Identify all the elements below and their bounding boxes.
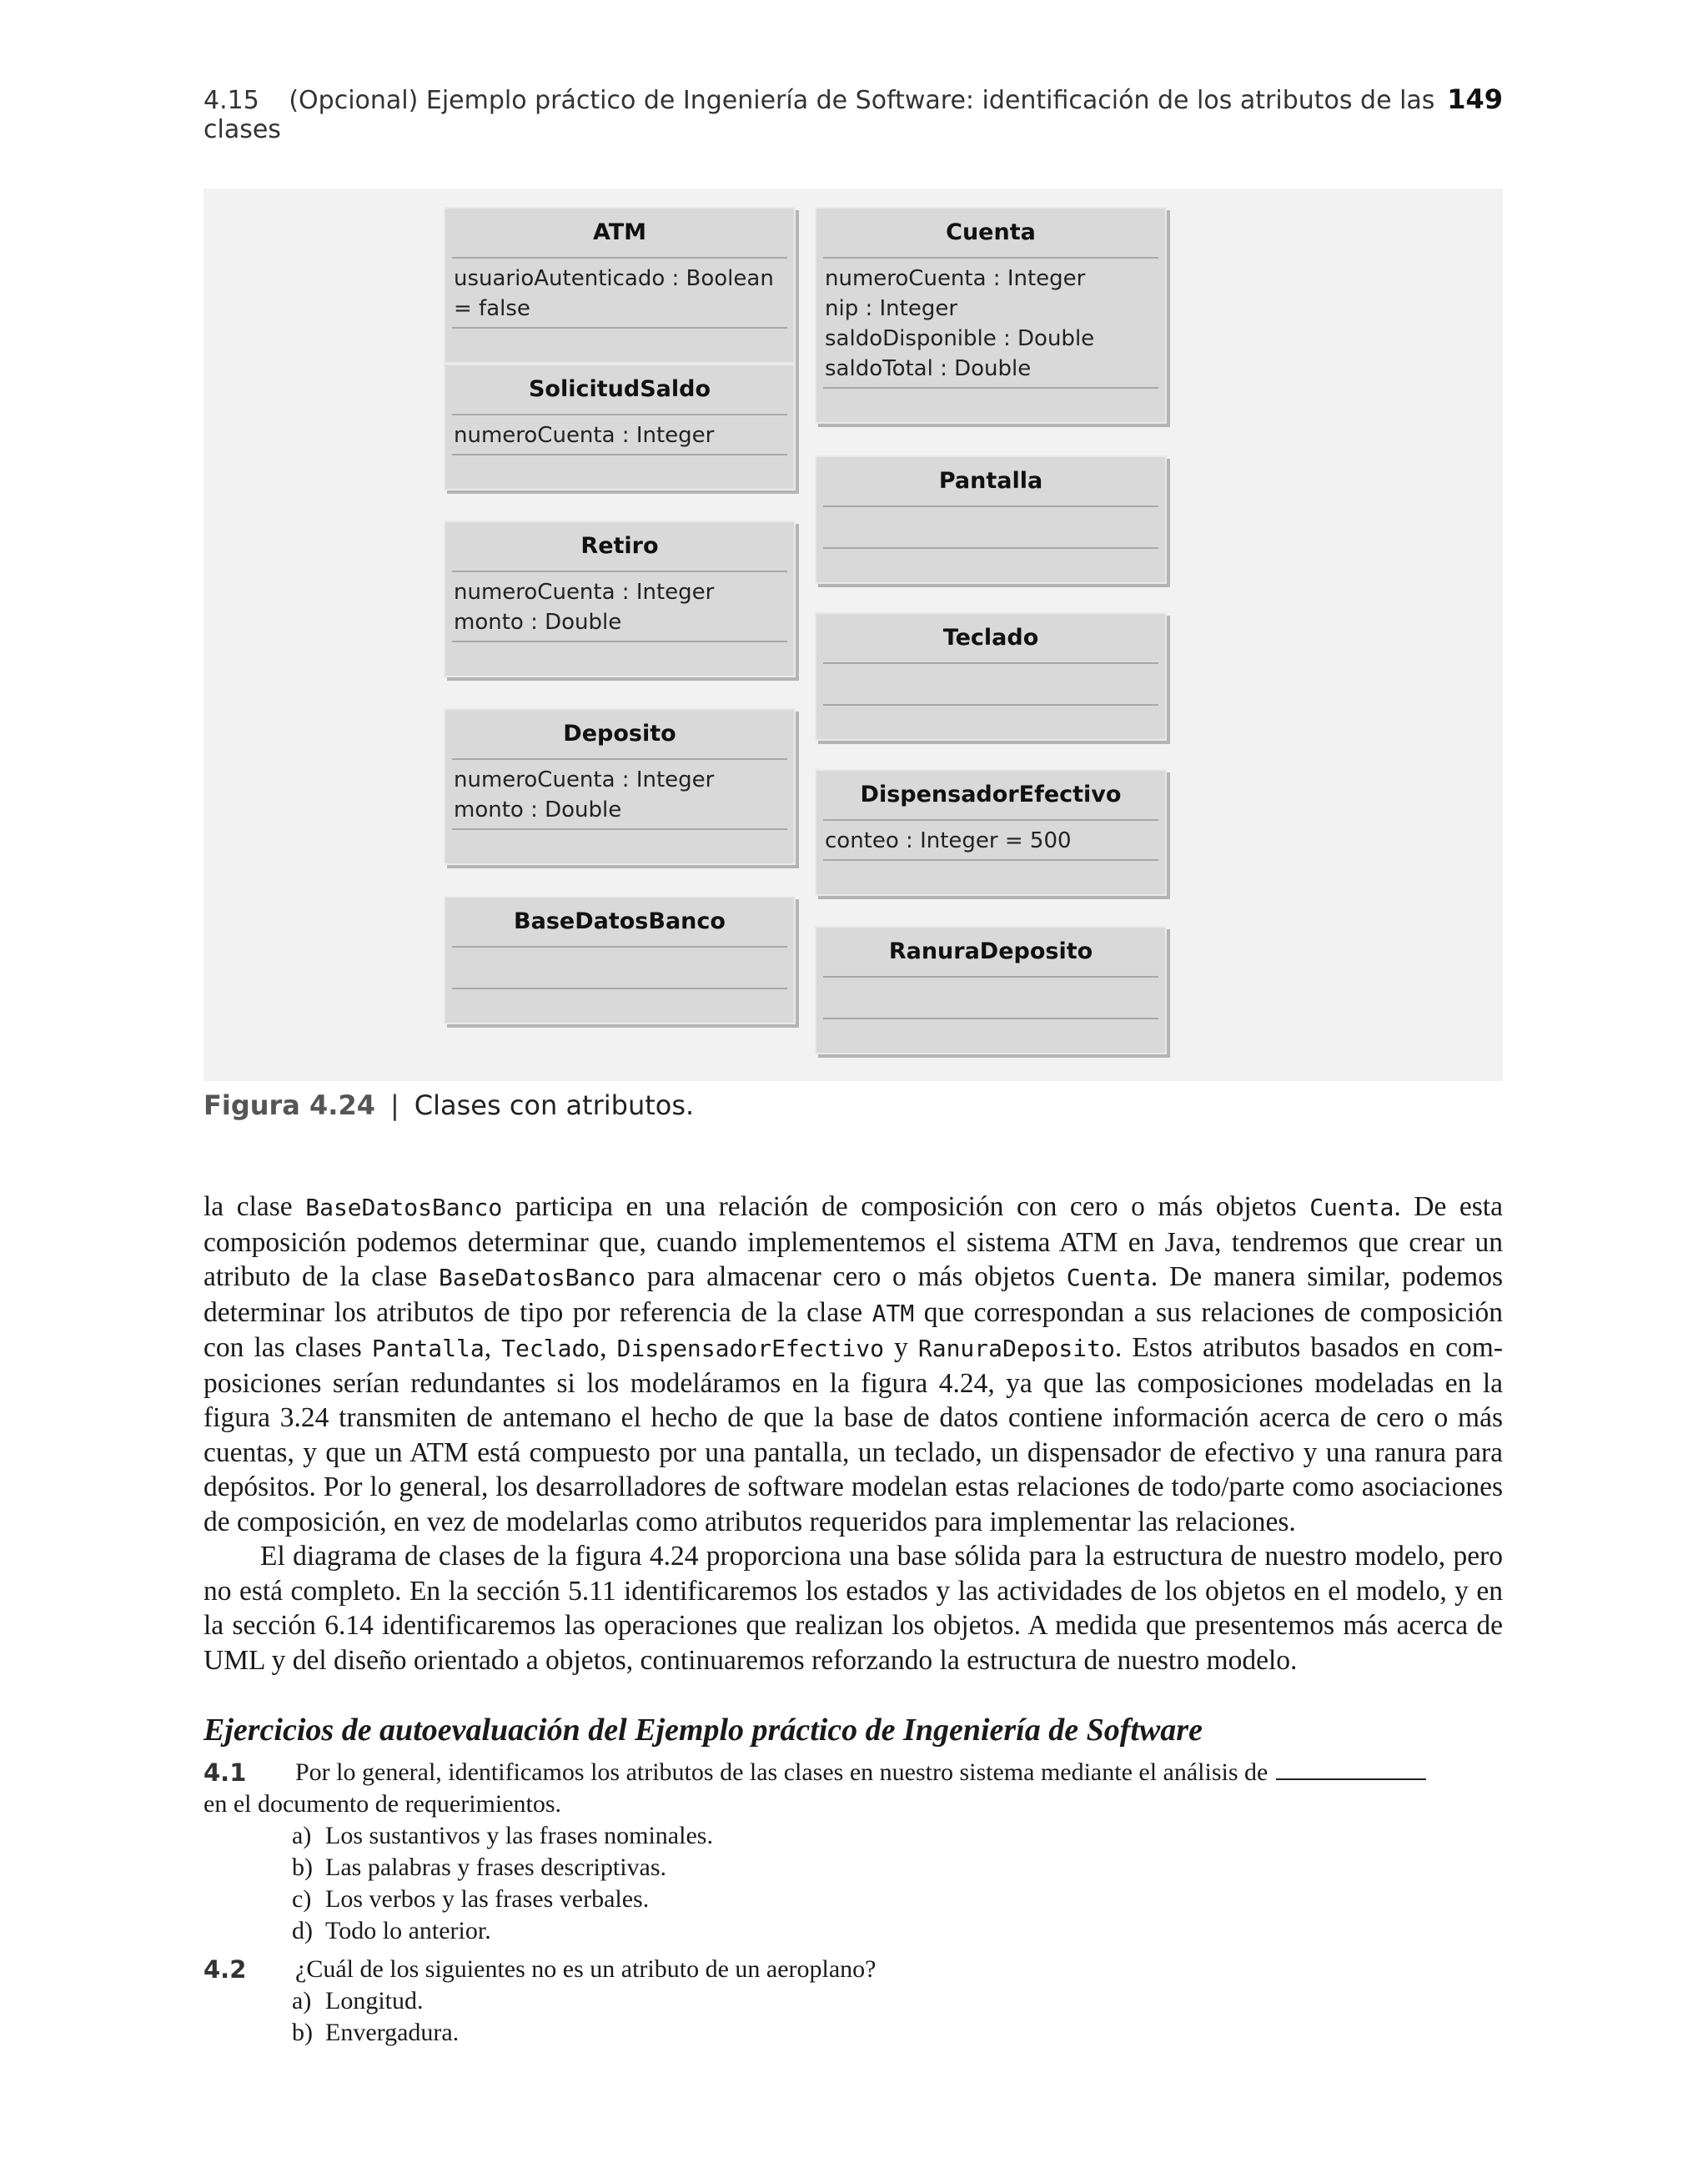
- code-term: Teclado: [501, 1335, 600, 1362]
- text-run: para almacenar cero o más objetos: [635, 1261, 1067, 1292]
- class-operations: [444, 989, 796, 1024]
- caption-separator: |: [389, 1089, 399, 1121]
- code-term: Cuenta: [1309, 1194, 1394, 1221]
- class-attributes: [452, 572, 787, 642]
- attribute: numeroCuenta : Integer: [454, 767, 715, 792]
- paragraph: El diagrama de clases de la figura 4.24 proporciona una base sólida para la estructura de nuestro modelo, pero no está completo. En la sección 5.11 identificaremos los estados y las actividades de los objetos en el modelo, y en la sección 6.14 identificaremos las operaciones que realizan los objetos. A medida que presentemos más acerca de UML y del diseño orientado a objetos, continuaremos reforzando la estructura de nuestro modelo.: [203, 1541, 1503, 1676]
- class-operations: [815, 549, 1167, 584]
- exercises-title: Ejercicios de autoevaluación del Ejemplo práctico de Ingeniería de Software: [203, 1713, 1203, 1748]
- class-base-datos-banco: [444, 896, 796, 1024]
- option-letter: a): [292, 1822, 312, 1849]
- header-title-group: [203, 86, 1447, 144]
- option-text: Las palabras y frases descriptivas.: [325, 1854, 667, 1881]
- class-operations: [444, 830, 796, 865]
- class-name: RanuraDeposito: [823, 926, 1158, 978]
- class-attributes: [452, 760, 787, 830]
- question-row: [203, 1757, 1503, 1788]
- attribute: saldoDisponible : Double: [825, 326, 1095, 351]
- class-teclado: [815, 612, 1167, 741]
- class-solicitud-saldo: [444, 364, 796, 490]
- option: [292, 2017, 1503, 2049]
- class-ranura-deposito: [815, 926, 1167, 1054]
- self-review-exercises: [203, 1712, 1503, 2055]
- class-operations: [815, 1019, 1167, 1054]
- class-attributes: [452, 259, 787, 329]
- figure-label: Figura 4.24: [203, 1089, 375, 1121]
- code-term: ATM: [872, 1299, 915, 1327]
- option: [292, 1985, 1503, 2017]
- figure-caption: [203, 1089, 694, 1121]
- class-attributes: [452, 415, 787, 455]
- class-cuenta: [815, 207, 1167, 424]
- class-name: Pantalla: [823, 455, 1158, 507]
- option: [292, 1884, 1503, 1915]
- class-name: Retiro: [452, 521, 787, 572]
- option-letter: b): [292, 1854, 313, 1881]
- attribute: nip : Integer: [825, 296, 958, 321]
- class-operations: [815, 706, 1167, 741]
- option-letter: d): [292, 1917, 313, 1944]
- code-term: Pantalla: [371, 1335, 485, 1362]
- paragraph: [203, 1190, 1503, 1539]
- option-letter: a): [292, 1987, 312, 2015]
- option-text: Todo lo anterior.: [325, 1917, 491, 1944]
- class-operations: [815, 861, 1167, 896]
- class-name: ATM: [452, 207, 787, 259]
- class-attributes: [823, 259, 1158, 389]
- attribute: monto : Double: [454, 797, 622, 822]
- section-title: (Opcional) Ejemplo práctico de Ingeniería de Software: identificación de los atributos de las clases: [203, 86, 1435, 144]
- option: [292, 1915, 1503, 1947]
- text-run: . De manera similar, podemos determinar los atributos de tipo por referencia de la clase: [203, 1261, 1504, 1328]
- class-name: Cuenta: [823, 207, 1158, 259]
- class-name: Teclado: [823, 612, 1158, 664]
- attribute: numeroCuenta : Integer: [825, 266, 1086, 291]
- code-term: Cuenta: [1066, 1264, 1151, 1291]
- class-name: SolicitudSaldo: [452, 364, 787, 415]
- question-text-run: Por lo general, identificamos los atributos de las clases en nuestro sistema mediante el análisis de: [295, 1758, 1268, 1786]
- answer-blank: [1276, 1778, 1426, 1780]
- question-number: 4.2: [203, 1955, 247, 1984]
- attribute: usuarioAutenticado : Boolean = false: [454, 266, 774, 321]
- question-number: 4.1: [203, 1758, 247, 1787]
- question-text-continued: en el documento de requerimientos.: [203, 1790, 562, 1818]
- option-text: Envergadura.: [325, 2019, 460, 2046]
- text-run: . Estos atributos basados en composiciones serían redundantes si los modeláramos en la figura 4.24, ya que las composiciones modeladas en la figura 3.24 transmiten de antemano el hecho de que la base de datos contiene información acerca de cero o más cuentas, y que un ATM está compuesto por una pantalla, un teclado, un dispensador de efectivo y una ranura para depósitos. Por lo general, los desarrolladores de software modelan estas relaciones de todo/parte como asociaciones de composición, en vez de modelarlas como atributos requeridos para implementar las relaciones.: [203, 1332, 1504, 1537]
- option-letter: c): [292, 1885, 312, 1913]
- text-run: participa en una relación de composición con cero o más objetos: [502, 1191, 1310, 1222]
- code-term: BaseDatosBanco: [305, 1194, 503, 1221]
- option-text: Longitud.: [325, 1987, 424, 2015]
- answer-options: [203, 1820, 1503, 1947]
- class-atm: [444, 207, 796, 364]
- attribute: conteo : Integer = 500: [825, 828, 1072, 853]
- class-name: DispensadorEfectivo: [823, 769, 1158, 821]
- class-operations: [444, 642, 796, 677]
- class-attributes: [823, 507, 1158, 549]
- class-attributes: [823, 664, 1158, 706]
- attribute: numeroCuenta : Integer: [454, 580, 715, 605]
- code-term: RanuraDeposito: [917, 1335, 1115, 1362]
- answer-options: [203, 1985, 1503, 2049]
- uml-class-diagram: [203, 189, 1503, 1081]
- running-header: [203, 83, 1503, 144]
- text-run: ,: [600, 1332, 617, 1363]
- option-letter: b): [292, 2019, 313, 2046]
- text-run: la clase: [203, 1191, 306, 1222]
- text-run: ,: [484, 1332, 502, 1363]
- class-attributes: [823, 821, 1158, 861]
- option-text: Los verbos y las frases verbales.: [325, 1885, 650, 1913]
- option: [292, 1820, 1503, 1852]
- section-number: 4.15: [203, 86, 259, 115]
- question: [203, 1954, 1503, 1985]
- text-run: . De esta composición podemos determinar que, cuando implementemos el sistema ATM en Java, tendremos que crear un atributo de la clase: [203, 1191, 1503, 1292]
- class-dispensador-efectivo: [815, 769, 1167, 896]
- page-number: 149: [1447, 83, 1503, 115]
- question: [203, 1757, 1503, 1820]
- body-text: [203, 1190, 1503, 1678]
- class-attributes: [452, 948, 787, 989]
- question-row: [203, 1954, 1503, 1985]
- attribute: numeroCuenta : Integer: [454, 423, 715, 448]
- class-name: BaseDatosBanco: [452, 896, 787, 948]
- attribute: monto : Double: [454, 610, 622, 635]
- caption-text: Clases con atributos.: [414, 1089, 695, 1121]
- option-text: Los sustantivos y las frases nominales.: [325, 1822, 713, 1849]
- question-text: ¿Cuál de los siguientes no es un atributo de un aeroplano?: [295, 1955, 877, 1983]
- code-term: BaseDatosBanco: [439, 1264, 636, 1291]
- class-deposito: [444, 708, 796, 865]
- class-pantalla: [815, 455, 1167, 584]
- attribute: saldoTotal : Double: [825, 356, 1032, 381]
- option: [292, 1852, 1503, 1884]
- class-operations: [444, 455, 796, 490]
- code-term: DispensadorEfectivo: [616, 1335, 884, 1362]
- class-attributes: [823, 978, 1158, 1019]
- question-text: [295, 1757, 1503, 1788]
- class-retiro: [444, 521, 796, 677]
- text-run: y: [883, 1332, 918, 1363]
- class-operations: [444, 329, 796, 364]
- text-run: que correspondan a sus relaciones de composición con las clases: [203, 1296, 1503, 1363]
- class-name: Deposito: [452, 708, 787, 760]
- class-operations: [815, 389, 1167, 424]
